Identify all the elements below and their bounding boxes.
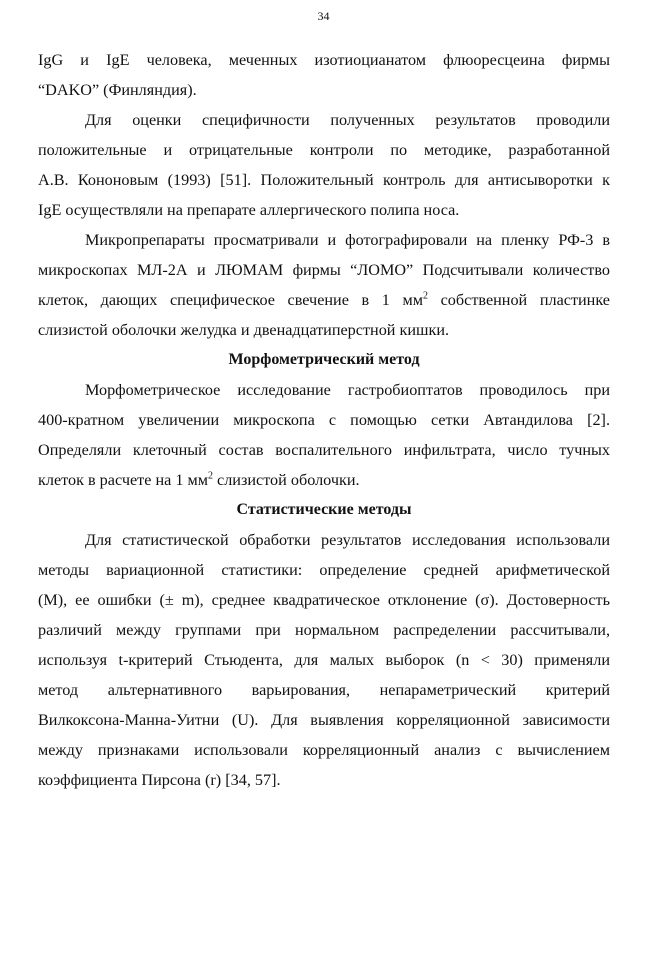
text-fragment: клеток в расчете на 1 мм [38,471,208,489]
text-line: Вилкоксона-Манна-Уитни (U). Для выявления корреляционной зависимости [38,711,610,729]
text-line: Определяли клеточный состав воспалительного инфильтрата, число тучных [38,441,610,459]
text-fragment: собственной пластинке [428,291,610,309]
text-line: IgG и IgE человека, меченных изотиоцианатом флюоресцеина фирмы [38,51,610,69]
text-line [38,465,610,495]
text-line [38,285,610,315]
superscript: 2 [423,290,428,302]
text-line: Для статистической обработки результатов исследования использовали [85,531,610,549]
paragraph-morphometry [38,375,610,495]
text-line: используя t-критерий Стьюдента, для малых выборок (n < 30) применяли [38,651,610,669]
text-line: (М), ее ошибки (± m), среднее квадратическое отклонение (σ). Достоверность [38,591,610,609]
text-line: микроскопах МЛ-2А и ЛЮМАМ фирмы “ЛОМО” Подсчитывали количество [38,261,610,279]
document-body [38,45,610,795]
text-line: слизистой оболочки желудка и двенадцатиперстной кишки. [38,321,450,339]
text-line: Для оценки специфичности полученных результатов проводили [85,111,610,129]
text-line: метод альтернативного варьирования, непараметрический критерий [38,681,610,699]
text-line: “DAKO” (Финляндия). [38,81,197,99]
paragraph-microscopy [38,225,610,345]
page-number: 34 [317,9,330,23]
text-line: Микропрепараты просматривали и фотографировали на пленку РФ-3 в [85,231,610,249]
paragraph-statistics [38,525,610,795]
superscript: 2 [207,470,213,482]
text-line: Морфометрическое исследование гастробиоптатов проводилось при [85,381,610,399]
text-line: положительные и отрицательные контроли по методике, разработанной [38,141,610,159]
text-line: А.В. Кононовым (1993) [51]. Положительный контроль для антисыворотки к [38,171,610,189]
paragraph-controls [38,105,610,225]
paragraph-antibodies [38,45,610,105]
text-line: 400-кратном увеличении микроскопа с помощью сетки Автандилова [2]. [38,411,610,429]
section-heading-morphometric: Морфометрический метод [228,351,420,368]
text-fragment: слизистой оболочки. [212,471,360,489]
section-heading-statistics: Статистические методы [236,501,412,518]
text-fragment: клеток, дающих специфическое свечение в 1 мм [38,291,423,309]
text-line: различий между группами при нормальном распределении рассчитывали, [38,621,610,639]
text-line: между признаками использовали корреляционный анализ с вычислением [38,741,610,759]
text-line: IgE осуществляли на препарате аллергического полипа носа. [38,201,460,219]
text-line: коэффициента Пирсона (r) [34, 57]. [38,771,281,789]
text-line: методы вариационной статистики: определение средней арифметической [38,561,610,579]
